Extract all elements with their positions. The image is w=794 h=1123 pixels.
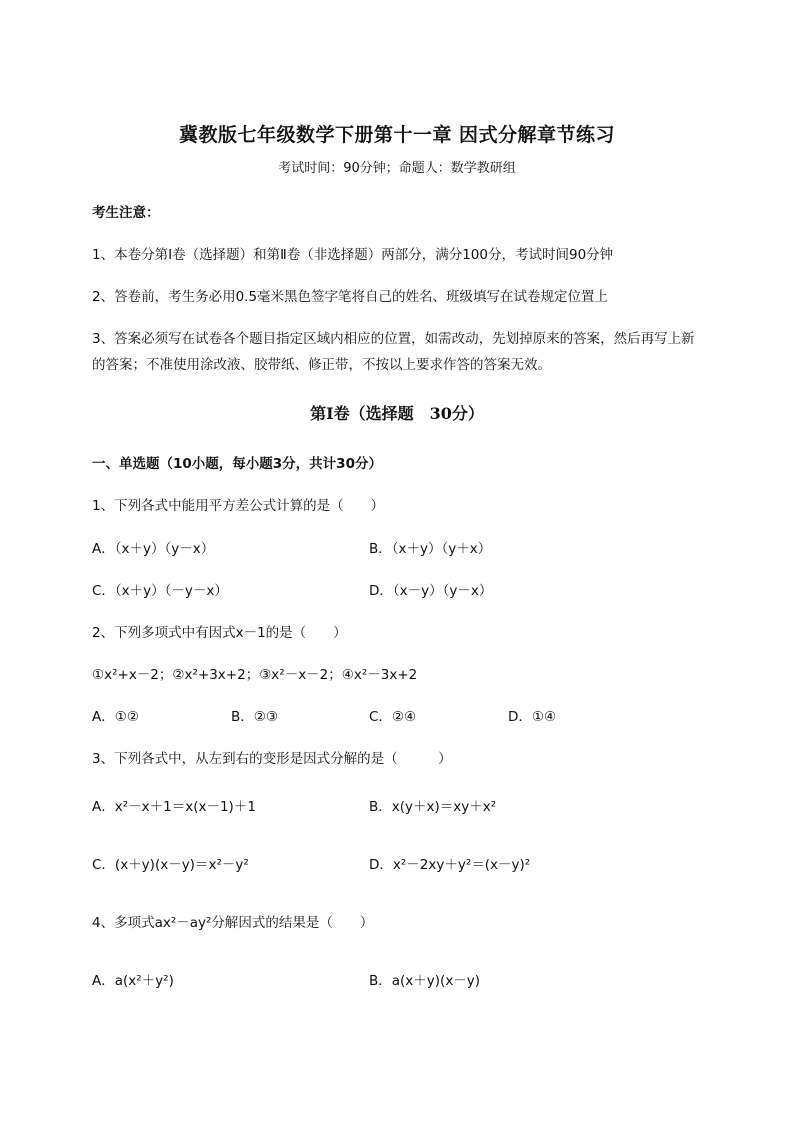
exam-subtitle: 考试时间：90分钟；命题人：数学教研组 — [278, 161, 516, 176]
question-4-option-a: A．a(x²＋y²) — [92, 973, 174, 989]
notice-heading: 考生注意： — [92, 205, 160, 221]
question-3-stem: 3、下列各式中，从左到右的变形是因式分解的是（ ） — [92, 751, 452, 767]
notice-item-3-cont: 的答案；不准使用涂改液、胶带纸、修正带，不按以上要求作答的答案无效。 — [92, 357, 551, 373]
part-heading: 一、单选题（10小题，每小题3分，共计30分） — [92, 456, 382, 472]
notice-item-2: 2、答卷前，考生务必用0.5毫米黑色签字笔将自己的姓名、班级填写在试卷规定位置上 — [92, 289, 609, 305]
question-1-option-d: D．（x－y）（y－x） — [369, 583, 493, 599]
question-3-option-b: B．x(y＋x)＝xy＋x² — [369, 799, 497, 815]
question-1-option-b: B．（x＋y）（y＋x） — [369, 541, 492, 557]
question-2-stem: 2、下列多项式中有因式x－1的是（ ） — [92, 625, 347, 641]
question-4-option-b: B．a(x＋y)(x－y) — [369, 973, 481, 989]
question-2-list: ①x²+x－2；②x²+3x+2；③x²－x－2；④x²－3x+2 — [92, 667, 418, 683]
question-3-option-c: C．(x＋y)(x－y)＝x²－y² — [92, 857, 249, 873]
question-3-option-d: D．x²－2xy＋y²＝(x－y)² — [369, 857, 531, 873]
question-2-option-d: D．①④ — [508, 709, 557, 725]
question-4-stem: 4、多项式ax²－ay²分解因式的结果是（ ） — [92, 915, 374, 931]
section-title: 第I卷（选择题 30分） — [310, 404, 484, 423]
question-1-option-c: C．（x＋y）（－y－x） — [92, 583, 228, 599]
exam-title: 冀教版七年级数学下册第十一章 因式分解章节练习 — [178, 124, 616, 146]
question-2-option-c: C．②④ — [369, 709, 417, 725]
notice-item-1: 1、本卷分第I卷（选择题）和第Ⅱ卷（非选择题）两部分，满分100分，考试时间90分钟 — [92, 247, 614, 263]
question-1-stem: 1、下列各式中能用平方差公式计算的是（ ） — [92, 498, 385, 514]
question-2-option-a: A．①② — [92, 709, 139, 725]
question-2-option-b: B．②③ — [231, 709, 278, 725]
question-3-option-a: A．x²－x＋1＝x(x－1)＋1 — [92, 799, 256, 815]
question-1-option-a: A．（x＋y）（y－x） — [92, 541, 215, 557]
notice-item-3: 3、答案必须写在试卷各个题目指定区域内相应的位置，如需改动，先划掉原来的答案，然后再写上新 — [92, 331, 695, 347]
